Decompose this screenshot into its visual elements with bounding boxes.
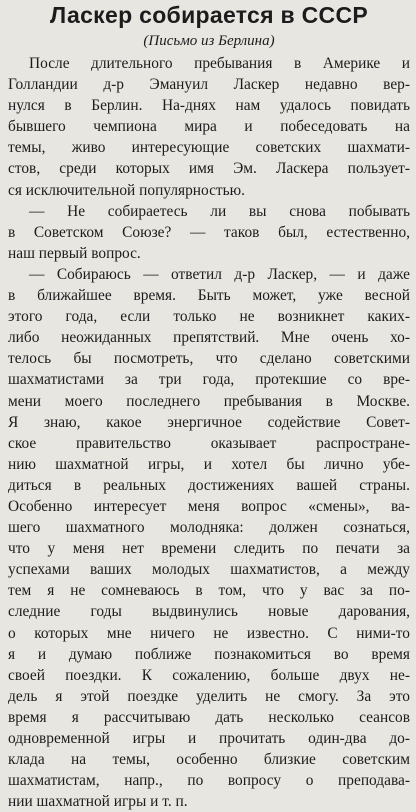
text-line: шахматистам, напр., по вопросу о преподава- (8, 772, 410, 790)
text-line: либо неожиданных препятствий. Мне очень хо- (8, 329, 410, 347)
text-line: шахматистами за три года, протекшие со вре- (8, 371, 410, 389)
text-line: клада на темы, особенно близкие советским (8, 751, 410, 769)
text-line: диться в реальных достижениях вашей страны. (8, 476, 410, 494)
text-line: Голландии д-р Эмануил Ласкер недавно вер- (8, 76, 410, 94)
text-line: Особенно интересует меня вопрос «смены», ва- (8, 497, 410, 515)
text-line: нию шахматной игры, и хотел бы лично убе- (8, 455, 410, 473)
text-line: ское правительство оказывает распростране- (8, 434, 410, 452)
article-body (8, 53, 410, 812)
text-line: следние годы выдвинулись новые дарования, (8, 603, 410, 621)
article-title: Ласкер собирается в СССР (49, 2, 368, 28)
text-line: в ближайшее время. Быть может, уже весной (8, 287, 410, 305)
text-line: Я знаю, какое энергичное содействие Совет- (8, 413, 410, 431)
text-line: стов, среди которых имя Эм. Ласкера пользует- (8, 160, 410, 178)
text-line: тем я не сомневаюсь в том, что у вас за по- (8, 582, 410, 600)
text-line: что у меня нет времени следить по печати за (8, 540, 410, 558)
text-line: о которых мне ничего не известно. С ними-то (8, 624, 410, 642)
text-line: нулся в Берлин. На-днях нам удалось повидать (8, 97, 410, 115)
text-line: ся исключительной популярностью. (8, 181, 246, 199)
text-line: телось бы посмотреть, что сделано советскими (8, 350, 410, 368)
text-line: После длительного пребывания в Америке и (29, 55, 410, 72)
text-line: бывшего чемпиона мира и побеседовать на (8, 118, 410, 136)
text-line: наш первый вопрос. (8, 244, 141, 262)
text-line: мени моего последнего пребывания в Москве. (8, 392, 410, 410)
text-line: успехами ваших молодых шахматистов, а между (8, 561, 410, 579)
text-line: шего шахматного молодняка: должен сознаться, (8, 519, 410, 537)
article-subtitle: (Письмо из Берлина) (143, 33, 275, 49)
text-line: — Собираюсь — ответил д-р Ласкер, — и даже (29, 265, 410, 283)
text-line: своей поездки. К сожалению, больше двух не- (8, 666, 410, 684)
text-line: я и думаю поближе познакомиться во время (8, 645, 410, 663)
text-line: — Не собираетесь ли вы снова побывать (29, 202, 410, 220)
text-line: дель я этой поездке уделить не смогу. За это (8, 687, 410, 705)
text-line: одновременной игры и прочитать один-два до- (8, 730, 410, 747)
text-line: время я рассчитываю дать несколько сеансов (8, 708, 410, 726)
text-line: в Советском Союзе? — таков был, естественно, (8, 223, 410, 241)
text-line: этого года, если только не возникнет каких- (8, 308, 410, 326)
text-line: нии шахматной игры и т. п. (8, 793, 188, 811)
text-line: темы, живо интересующие советских шахмати- (8, 139, 410, 157)
